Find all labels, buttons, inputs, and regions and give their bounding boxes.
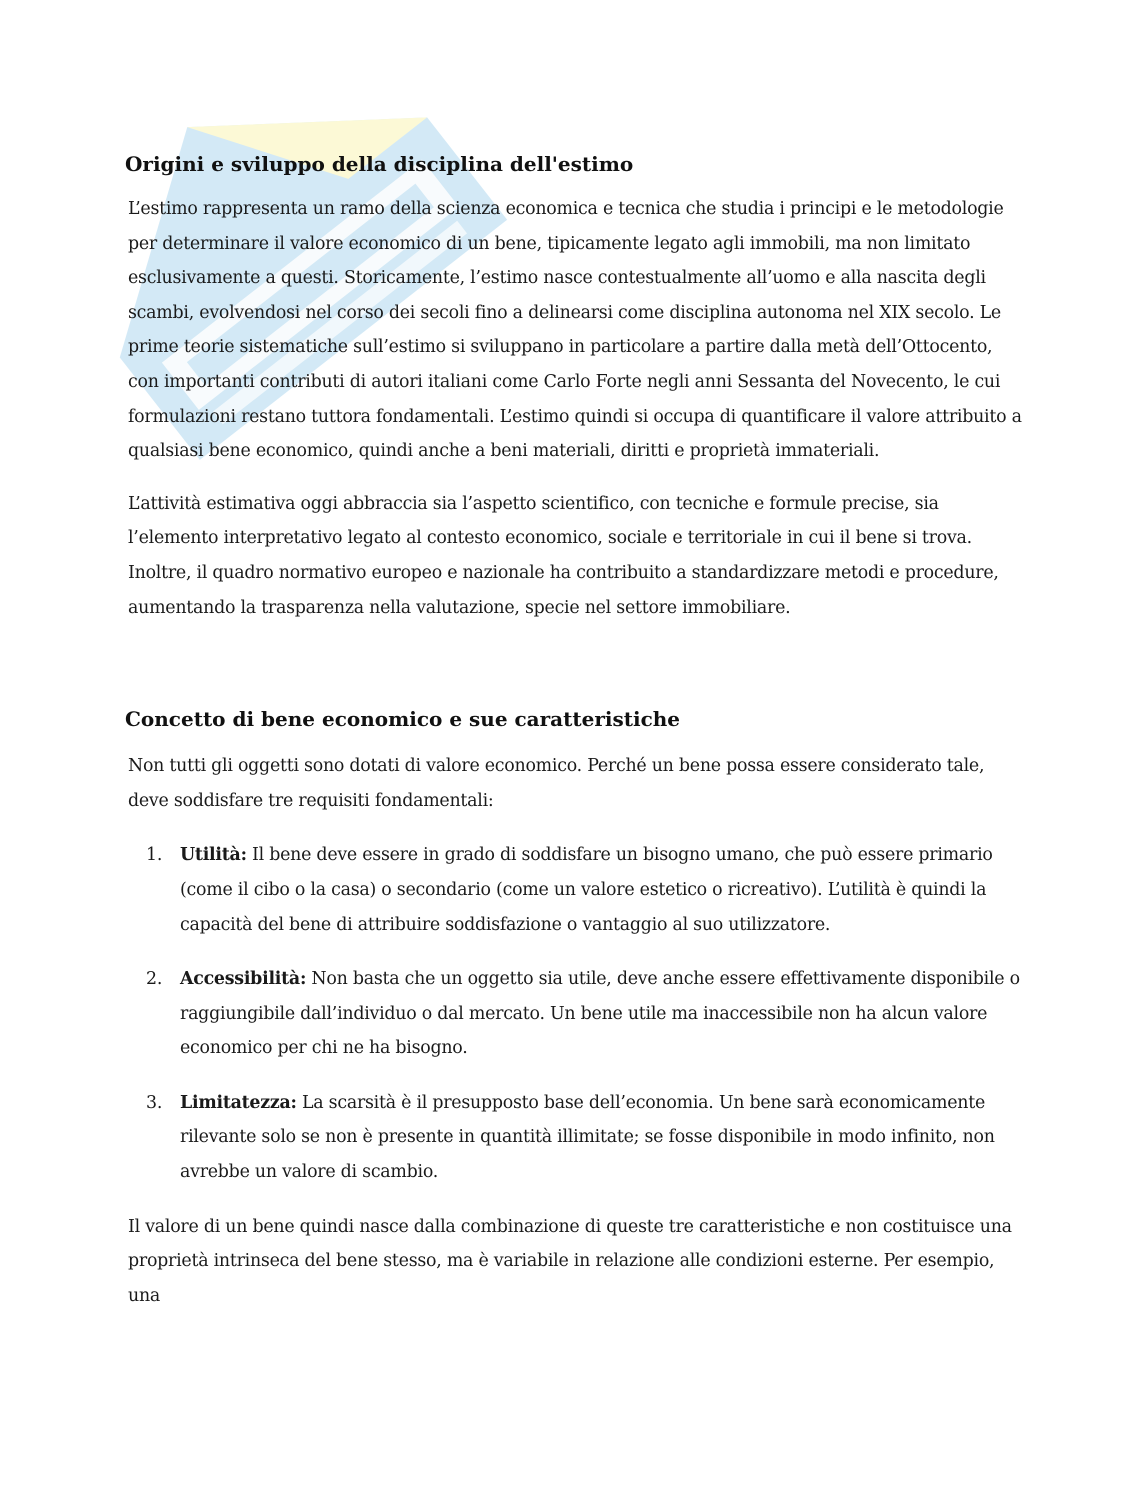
list-item [128,962,1028,1066]
paragraph: L’attività estimativa oggi abbraccia sia l’aspetto scientifico, con tecniche e formule precise, sia l’elemento interpretativo legato al contesto economico, sociale e territoriale in cui il bene si trova. Inoltre, il quadro normativo europeo e nazionale ha contribuito a standardizzare metodi e procedure, aumentando la trasparenza nella valutazione, specie nel settore immobiliare. [128,493,999,618]
list-item [128,838,1028,942]
list-number: 1. [146,845,163,866]
document-content [125,150,1028,1313]
section-bene-economico [125,705,1028,1313]
list-text: La scarsità è il presupposto base dell’economia. Un bene sarà economicamente rilevante solo se non è presente in quantità illimitate; se fosse disponibile in modo infinito, non avrebbe un valore di scambio. [180,1092,995,1183]
section-origini [125,150,1028,625]
list-term: Utilità: [180,845,247,866]
list-item [128,1086,1028,1190]
list-term: Limitatezza: [180,1092,297,1113]
list-text: Il bene deve essere in grado di soddisfare un bisogno umano, che può essere primario (come il cibo o la casa) o secondario (come un valore estetico o ricreativo). L’utilità è quindi la capacità del bene di attribuire soddisfazione o vantaggio al suo utilizzatore. [180,845,993,935]
list-term: Accessibilità: [180,969,307,990]
requirements-list [128,838,1028,1189]
section-title: Concetto di bene economico e sue caratteristiche [125,707,681,732]
paragraph-intro: Non tutti gli oggetti sono dotati di valore economico. Perché un bene possa essere considerato tale, deve soddisfare tre requisiti fondamentali: [128,756,985,811]
list-text: Non basta che un oggetto sia utile, deve anche essere effettivamente disponibile o raggiungibile dall’individuo o dal mercato. Un bene utile ma inaccessibile non ha alcun valore economico per chi ne ha bisogno. [180,969,1020,1059]
paragraph: L’estimo rappresenta un ramo della scienza economica e tecnica che studia i principi e le metodologie per determinare il valore economico di un bene, tipicamente legato agli immobili, ma non limitato esclusivamente a questi. Storicamente, l’estimo nasce contestualmente all’uomo e alla nascita degli scambi, evolvendosi nel corso dei secoli fino a delinearsi come disciplina autonoma nel XIX secolo. Le prime teorie sistematiche sull’estimo si sviluppano in particolare a partire dalla metà dell’Ottocento, con importanti contributi di autori italiani come Carlo Forte negli anni Sessanta del Novecento, le cui formulazioni restano tuttora fondamentali. L’estimo quindi si occupa di quantificare il valore attribuito a qualsiasi bene economico, quindi anche a beni materiali, diritti e proprietà immateriali. [128,199,1022,462]
list-number: 2. [146,969,163,990]
section-title: Origini e sviluppo della disciplina dell'estimo [125,152,634,176]
list-number: 3. [146,1092,163,1113]
paragraph-closing: Il valore di un bene quindi nasce dalla combinazione di queste tre caratteristiche e non costituisce una proprietà intrinseca del bene stesso, ma è variabile in relazione alle condizioni esterne. Per esempio, una [128,1216,1012,1306]
